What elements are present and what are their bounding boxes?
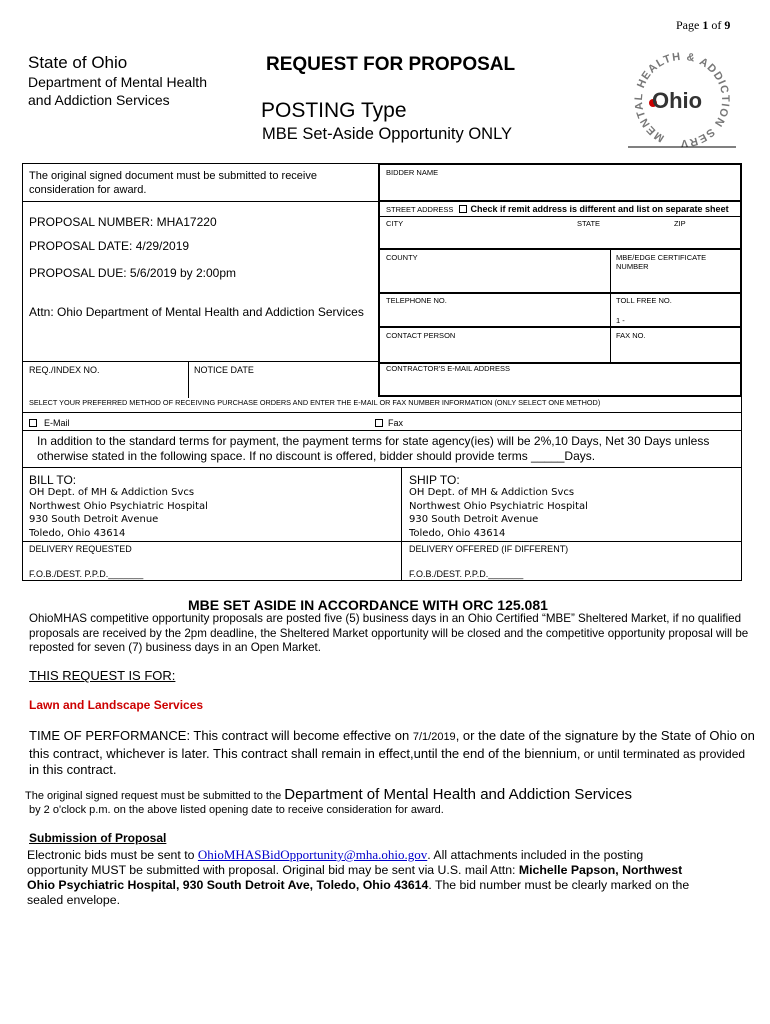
request-label: THIS REQUEST IS FOR: (29, 668, 176, 683)
bid-email-link[interactable]: OhioMHASBidOpportunity@mha.ohio.gov (197, 847, 428, 862)
bill-to-line: Toledo, Ohio 43614 (29, 527, 126, 539)
time-of-performance (29, 728, 755, 778)
page-of: of (711, 18, 722, 32)
logo-seal-icon (628, 48, 736, 148)
rfp-title: REQUEST FOR PROPOSAL (266, 54, 516, 75)
submission-address: Ohio Psychiatric Hospital, 930 South Detroit Ave, Toledo, Ohio 43614 (27, 878, 429, 892)
submission-contact: Michelle Papson, Northwest (518, 863, 683, 877)
page-number (676, 18, 730, 33)
department-name (28, 73, 207, 109)
payment-terms-line-1: In addition to the standard terms for payment, the payment terms for state agency(ies) will be 2%,10 Days, Net 30 Days unless (37, 434, 710, 448)
email-checkbox[interactable] (29, 419, 37, 427)
zip-label: ZIP (674, 219, 686, 228)
payment-terms (37, 434, 709, 464)
bill-fob-label: F.O.B./DEST. P.P.D._______ (29, 569, 144, 579)
signed-document-note: The original signed document must be submitted to receive consideration for award. (29, 170, 317, 196)
remit-address-checkbox[interactable] (459, 205, 467, 213)
page-total: 9 (724, 18, 731, 32)
submission-line-3 (27, 878, 689, 893)
proposal-due: PROPOSAL DUE: 5/6/2019 by 2:00pm (29, 266, 236, 280)
delivery-offered-label: DELIVERY OFFERED (IF DIFFERENT) (409, 544, 569, 554)
ship-to-line: Toledo, Ohio 43614 (409, 527, 506, 539)
department-line-2: and Addiction Services (28, 92, 170, 108)
payment-terms-line-2: otherwise stated in the following space. If no discount is offered, bidder should provide terms _____Days. (37, 449, 596, 463)
ship-to-line: 930 South Detroit Avenue (409, 514, 539, 525)
logo-center-text: Ohio (652, 88, 703, 113)
street-address-label: STREET ADDRESS (386, 205, 454, 214)
ship-to-label: SHIP TO: (409, 473, 460, 487)
request-item: Lawn and Landscape Services (29, 698, 204, 712)
logo-ring-text: MENTAL HEALTH & ADDICTION SERV (632, 50, 732, 148)
county-label: COUNTY (386, 253, 418, 262)
ship-to-line: OH Dept. of MH & Addiction Svcs (409, 487, 575, 498)
page-current: 1 (702, 18, 709, 32)
performance-line-2 (29, 746, 755, 763)
notice-date-label: NOTICE DATE (194, 365, 254, 375)
email-address-label: CONTRACTOR'S E-MAIL ADDRESS (386, 364, 510, 373)
mbe-paragraph-line-1: OhioMHAS competitive opportunity proposals are posted five (5) business days in an Ohio Certified “MBE” Sheltered Market, if no qualified (29, 612, 742, 625)
toll-free-label: TOLL FREE NO. (616, 296, 672, 305)
email-option-label: E-Mail (44, 418, 70, 428)
performance-text: TIME OF PERFORMANCE: This contract will become effective on (29, 728, 413, 743)
bill-to-line: OH Dept. of MH & Addiction Svcs (29, 487, 195, 498)
method-instruction: SELECT YOUR PREFERRED METHOD OF RECEIVING PURCHASE ORDERS AND ENTER THE E-MAIL OR FAX NUMBER INFORMATION (ONLY SELECT ONE METHOD) (29, 398, 601, 407)
req-index-label: REQ./INDEX NO. (29, 365, 100, 375)
telephone-label: TELEPHONE NO. (386, 296, 447, 305)
submission-heading: Submission of Proposal (29, 831, 167, 845)
bidder-name-label: BIDDER NAME (386, 168, 439, 177)
street-address-row (386, 205, 729, 214)
bill-to-line: 930 South Detroit Avenue (29, 514, 159, 525)
submit-department: Department of Mental Health and Addiction Services (284, 786, 632, 803)
ship-to-address (409, 486, 588, 540)
page-label: Page (676, 18, 700, 32)
state-title: State of Ohio (28, 53, 128, 72)
submission-text: opportunity MUST be submitted with proposal. Original bid may be sent via U.S. mail Attn: (27, 863, 519, 877)
bill-to-line: Northwest Ohio Psychiatric Hospital (29, 500, 208, 512)
contact-person-label: CONTACT PERSON (386, 331, 456, 340)
email-option[interactable] (29, 418, 70, 428)
bill-to-label: BILL TO: (29, 473, 77, 487)
performance-line-3: in this contract. (29, 762, 117, 777)
mbe-cert-label: MBE/EDGE CERTIFICATE NUMBER (616, 253, 707, 271)
submission-paragraph (27, 847, 689, 908)
posting-subtitle: MBE Set-Aside Opportunity ONLY (262, 125, 513, 143)
mbe-paragraph-line-2: proposals are received by the 2pm deadline, the Sheltered Market opportunity will be closed and the competitive opportunity proposal will be (29, 626, 749, 640)
submit-instruction (25, 786, 632, 816)
mbe-paragraph (29, 612, 748, 656)
fax-no-label: FAX NO. (616, 331, 646, 340)
ship-fob-label: F.O.B./DEST. P.P.D._______ (409, 569, 524, 579)
fax-option-label: Fax (388, 418, 404, 428)
toll-free-value: 1 - (616, 316, 625, 325)
submission-text: . All attachments included in the posting (427, 848, 644, 862)
delivery-requested-label: DELIVERY REQUESTED (29, 544, 132, 554)
proposal-number: PROPOSAL NUMBER: MHA17220 (29, 215, 217, 229)
department-line-1: Department of Mental Health (28, 74, 207, 90)
remit-note: Check if remit address is different and list on separate sheet (470, 204, 729, 214)
submission-text: . The bid number must be clearly marked on the (428, 878, 690, 892)
performance-line-1 (29, 728, 755, 746)
ship-to-line: Northwest Ohio Psychiatric Hospital (409, 500, 588, 512)
ohiomhas-logo (628, 48, 736, 148)
submit-line-2: by 2 o'clock p.m. on the above listed opening date to receive consideration for award. (29, 804, 444, 816)
posting-type: POSTING Type (261, 99, 407, 122)
effective-date: 7/1/2019 (412, 731, 456, 743)
submission-line-4: sealed envelope. (27, 893, 120, 907)
attn-line: Attn: Ohio Department of Mental Health and Addiction Services (29, 305, 364, 319)
submission-line-2 (27, 863, 689, 878)
performance-text: , or the date of the signature by the State of Ohio on (455, 728, 755, 743)
submit-line-1 (25, 786, 632, 804)
mbe-heading: MBE SET ASIDE IN ACCORDANCE WITH ORC 125.081 (188, 597, 548, 613)
fax-option[interactable] (375, 418, 403, 428)
city-label: CITY (386, 219, 404, 228)
submission-line-1 (27, 847, 689, 863)
mbe-paragraph-line-3: reposted for seven (7) business days in an Open Market. (29, 641, 321, 654)
performance-text: this contract, whichever is later. This contract shall remain in effect,until the end of the biennium (29, 745, 577, 761)
bill-to-address (29, 486, 208, 540)
state-label: STATE (577, 219, 601, 228)
proposal-date: PROPOSAL DATE: 4/29/2019 (29, 239, 190, 253)
performance-text: , or until terminated as provided (576, 746, 746, 761)
fax-checkbox[interactable] (375, 419, 383, 427)
submit-text: The original signed request must be submitted to the (25, 790, 285, 802)
submission-text: Electronic bids must be sent to (27, 848, 198, 862)
